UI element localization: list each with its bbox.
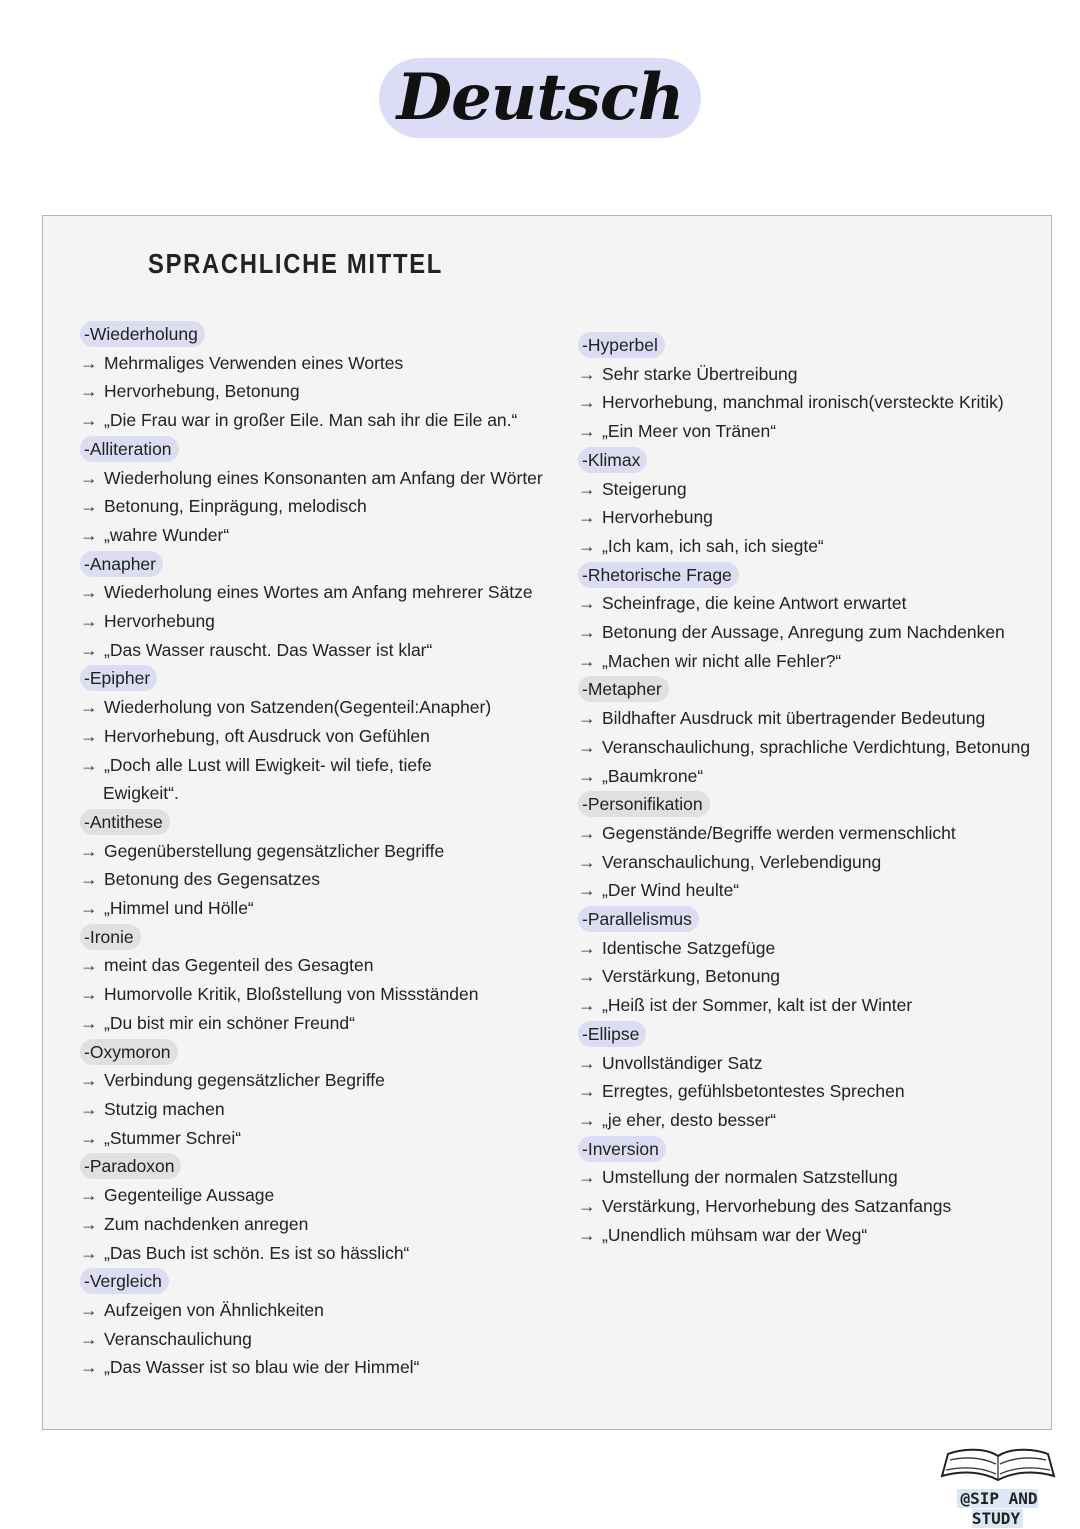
list-item [80,1009,543,1038]
item-text: meint das Gegenteil des Gesagten [104,955,374,976]
item-text: Verbindung gegensätzlicher Begriffe [104,1070,385,1091]
item-text: „Baumkrone“ [602,765,704,786]
list-item [578,848,1030,877]
arrow-icon: → [80,410,98,431]
list-item [80,1066,543,1095]
arrow-icon: → [80,352,98,373]
arrow-icon: → [80,1213,98,1234]
list-item [80,406,543,435]
arrow-icon: → [578,478,596,499]
item-text: Mehrmaliges Verwenden eines Wortes [104,352,404,373]
list-item [80,951,543,980]
term-heading-row [80,923,543,952]
arrow-icon: → [578,363,596,384]
list-item [80,693,543,722]
arrow-icon: → [578,880,596,901]
list-item [578,360,1030,389]
item-text: „je eher, desto besser“ [602,1109,777,1130]
item-text: Veranschaulichung [104,1328,252,1349]
item-text: Betonung des Gegensatzes [104,869,320,890]
term-heading-row [80,550,543,579]
arrow-icon: → [80,955,98,976]
term-heading: -Alliteration [80,436,179,462]
term-heading-row [578,446,1030,475]
item-text: Steigerung [602,478,687,499]
item-text: „Machen wir nicht alle Fehler?“ [602,650,842,671]
arrow-icon: → [80,381,98,402]
item-text: „Himmel und Hölle“ [104,898,254,919]
arrow-icon: → [80,869,98,890]
term-heading: -Paradoxon [80,1153,181,1179]
term-heading: -Oxymoron [80,1039,178,1065]
arrow-icon: → [80,1357,98,1378]
arrow-icon: → [578,507,596,528]
term-heading-row [578,790,1030,819]
arrow-icon: → [578,650,596,671]
list-item [578,388,1030,417]
item-text: „Das Wasser rauscht. Das Wasser ist klar“ [104,639,433,660]
list-item [80,349,543,378]
arrow-icon: → [578,995,596,1016]
arrow-icon: → [578,392,596,413]
term-heading: -Inversion [578,1136,666,1162]
item-text: Aufzeigen von Ähnlichkeiten [104,1299,324,1320]
item-text: „Ein Meer von Tränen“ [602,421,777,442]
list-item [578,1163,1030,1192]
arrow-icon: → [80,1328,98,1349]
list-item [80,607,543,636]
list-item [578,991,1030,1020]
list-item [80,1210,543,1239]
arrow-icon: → [80,467,98,488]
arrow-icon: → [578,622,596,643]
arrow-icon: → [80,1012,98,1033]
arrow-icon: → [578,1196,596,1217]
term-heading: -Anapher [80,551,163,577]
list-item [578,1192,1030,1221]
arrow-icon: → [80,898,98,919]
item-text: „Der Wind heulte“ [602,880,740,901]
list-item [80,521,543,550]
term-heading: -Metapher [578,676,669,702]
item-text: „Heiß ist der Sommer, kalt ist der Winter [602,995,913,1016]
term-heading-row [578,675,1030,704]
item-text: „wahre Wunder“ [104,524,230,545]
term-heading: -Ironie [80,924,141,950]
list-item [80,1124,543,1153]
term-heading: -Antithese [80,809,170,835]
item-text: Hervorhebung [104,611,215,632]
arrow-icon: → [80,1242,98,1263]
item-text: Hervorhebung, oft Ausdruck von Gefühlen [104,725,430,746]
term-heading-row [80,1267,543,1296]
list-item [578,475,1030,504]
term-heading: -Rhetorische Frage [578,562,739,588]
left-column [80,320,543,1382]
item-text: Stutzig machen [104,1098,225,1119]
list-item [80,837,543,866]
term-heading: -Personifikation [578,791,710,817]
item-text: „Du bist mir ein schöner Freund“ [104,1012,355,1033]
arrow-icon: → [578,535,596,556]
list-item [578,618,1030,647]
list-item [578,503,1030,532]
item-text: Wiederholung eines Konsonanten am Anfang der Wörter [104,467,543,488]
arrow-icon: → [578,765,596,786]
list-item [80,980,543,1009]
item-text: Unvollständiger Satz [602,1052,763,1073]
arrow-icon: → [80,984,98,1005]
arrow-icon: → [80,754,98,775]
arrow-icon: → [578,966,596,987]
item-text: Umstellung der normalen Satzstellung [602,1167,898,1188]
brand-logo: @SIP AND STUDY [930,1448,1065,1529]
list-item [80,1239,543,1268]
term-heading-row [80,664,543,693]
arrow-icon: → [80,524,98,545]
item-text: „Die Frau war in großer Eile. Man sah ihr die Eile an.“ [104,410,518,431]
term-heading: -Epipher [80,665,157,691]
item-text: Veranschaulichung, Verlebendigung [602,851,882,872]
term-heading-row [80,808,543,837]
arrow-icon: → [80,725,98,746]
list-item [578,819,1030,848]
arrow-icon: → [80,1070,98,1091]
arrow-icon: → [578,1224,596,1245]
list-item [578,962,1030,991]
list-item-continuation: Ewigkeit“. [103,783,179,804]
item-text: Zum nachdenken anregen [104,1213,309,1234]
arrow-icon: → [578,736,596,757]
item-text: Hervorhebung [602,507,713,528]
list-item [578,1049,1030,1078]
arrow-icon: → [578,822,596,843]
term-heading-row [80,1038,543,1067]
arrow-icon: → [80,840,98,861]
arrow-icon: → [80,1299,98,1320]
term-heading: -Hyperbel [578,332,665,358]
item-text: „Ich kam, ich sah, ich siegte“ [602,535,824,556]
item-text: Hervorhebung, Betonung [104,381,300,402]
term-heading-row [80,435,543,464]
term-heading-row [80,1152,543,1181]
list-item [578,417,1030,446]
list-item [80,464,543,493]
item-text: Erregtes, gefühlsbetontestes Sprechen [602,1081,905,1102]
page-title: Deutsch [0,58,1080,138]
term-heading-row [578,331,1030,360]
term-heading-row [578,561,1030,590]
right-column [578,331,1030,1250]
item-text: Betonung, Einprägung, melodisch [104,496,367,517]
item-text: Verstärkung, Hervorhebung des Satzanfangs [602,1196,952,1217]
list-item [80,1325,543,1354]
list-item [80,1181,543,1210]
list-item [578,762,1030,791]
term-heading: -Klimax [578,447,647,473]
list-item [578,1077,1030,1106]
arrow-icon: → [80,1127,98,1148]
arrow-icon: → [80,1098,98,1119]
section-title: SPRACHLICHE MITTEL [148,248,444,279]
list-item [578,1221,1030,1250]
list-item [80,636,543,665]
open-book-icon [938,1448,1058,1484]
item-text: Gegenstände/Begriffe werden vermenschlicht [602,822,956,843]
item-text: Bildhafter Ausdruck mit übertragender Bedeutung [602,708,986,729]
arrow-icon: → [80,639,98,660]
arrow-icon: → [578,421,596,442]
list-item [80,751,543,780]
term-heading-row [578,1020,1030,1049]
list-item [80,492,543,521]
item-text: Sehr starke Übertreibung [602,363,798,384]
arrow-icon: → [578,937,596,958]
list-item [578,647,1030,676]
item-text: „Stummer Schrei“ [104,1127,242,1148]
arrow-icon: → [578,708,596,729]
arrow-icon: → [80,697,98,718]
list-item [578,1106,1030,1135]
item-text: Betonung der Aussage, Anregung zum Nachdenken [602,622,1005,643]
list-item [80,1353,543,1382]
arrow-icon: → [80,496,98,517]
item-text: Gegenteilige Aussage [104,1185,275,1206]
term-heading-row [578,905,1030,934]
item-text: „Das Wasser ist so blau wie der Himmel“ [104,1357,420,1378]
item-text: Wiederholung von Satzenden(Gegenteil:Anapher) [104,697,492,718]
arrow-icon: → [80,582,98,603]
list-item [578,876,1030,905]
term-heading: -Vergleich [80,1268,169,1294]
arrow-icon: → [578,593,596,614]
item-text: Verstärkung, Betonung [602,966,781,987]
list-item [80,1095,543,1124]
list-item [578,934,1030,963]
item-text: Scheinfrage, die keine Antwort erwartet [602,593,907,614]
list-item [80,377,543,406]
item-text: Humorvolle Kritik, Bloßstellung von Missständen [104,984,479,1005]
item-text: Identische Satzgefüge [602,937,776,958]
arrow-icon: → [80,611,98,632]
item-text: „Unendlich mühsam war der Weg“ [602,1224,868,1245]
item-text: Wiederholung eines Wortes am Anfang mehrerer Sätze [104,582,533,603]
term-heading: -Parallelismus [578,906,699,932]
term-heading-row [578,1135,1030,1164]
arrow-icon: → [80,1185,98,1206]
list-item [578,589,1030,618]
term-heading: -Wiederholung [80,321,205,347]
arrow-icon: → [578,1052,596,1073]
arrow-icon: → [578,1167,596,1188]
arrow-icon: → [578,1081,596,1102]
list-item [80,894,543,923]
arrow-icon: → [578,851,596,872]
term-heading-row [80,320,543,349]
item-text: „Das Buch ist schön. Es ist so hässlich“ [104,1242,410,1263]
item-text: Gegenüberstellung gegensätzlicher Begriffe [104,840,445,861]
list-item [578,704,1030,733]
list-item [578,733,1030,762]
term-heading: -Ellipse [578,1021,646,1047]
list-item [80,865,543,894]
item-text: Veranschaulichung, sprachliche Verdichtung, Betonung [602,736,1031,757]
item-text: „Doch alle Lust will Ewigkeit- wil tiefe, tiefe [104,754,432,775]
list-item [80,1296,543,1325]
list-item [80,722,543,751]
item-text: Hervorhebung, manchmal ironisch(versteckte Kritik) [602,392,1004,413]
list-item [80,578,543,607]
arrow-icon: → [578,1109,596,1130]
list-item [578,532,1030,561]
